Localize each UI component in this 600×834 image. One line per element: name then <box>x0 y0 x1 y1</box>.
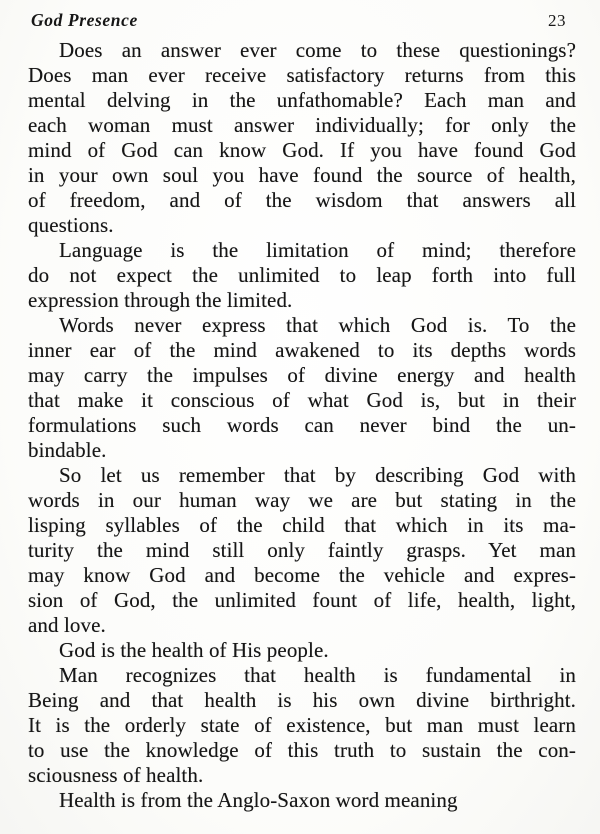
text-line: Does an answer ever come to these questionings? <box>59 38 576 62</box>
text-line: to use the knowledge of this truth to sustain the con- <box>28 738 576 762</box>
text-line: may know God and become the vehicle and expres- <box>28 563 576 587</box>
text-line: expression through the limited. <box>28 288 293 312</box>
running-head-title: God Presence <box>31 10 138 30</box>
text-line: bindable. <box>28 438 107 462</box>
text-line: mind of God can know God. If you have found God <box>28 138 576 162</box>
running-head <box>0 0 600 29</box>
page-body-text <box>0 38 600 813</box>
text-line: Does man ever receive satisfactory returns from this <box>28 63 576 87</box>
text-line: words in our human way we are but stating in the <box>28 488 576 512</box>
text-line: So let us remember that by describing God with <box>59 463 576 487</box>
text-line: Health is from the Anglo-Saxon word meaning <box>59 788 458 812</box>
text-line: Words never express that which God is. To the <box>59 313 576 337</box>
text-line: and love. <box>28 613 106 637</box>
text-line: questions. <box>28 213 114 237</box>
text-line: in your own soul you have found the source of health, <box>28 163 576 187</box>
text-line: mental delving in the unfathomable? Each man and <box>28 88 576 112</box>
text-line: Man recognizes that health is fundamental in <box>59 663 576 687</box>
text-line: sciousness of health. <box>28 763 204 787</box>
text-line: do not expect the unlimited to leap forth into full <box>28 263 576 287</box>
text-line: formulations such words can never bind the un- <box>28 413 576 437</box>
text-line: God is the health of His people. <box>59 638 329 662</box>
text-line: sion of God, the unlimited fount of life, health, light, <box>28 588 576 612</box>
page-number: 23 <box>548 11 566 30</box>
text-line: inner ear of the mind awakened to its depths words <box>28 338 576 362</box>
text-line: that make it conscious of what God is, but in their <box>28 388 576 412</box>
text-line: turity the mind still only faintly grasps. Yet man <box>28 538 576 562</box>
text-line: each woman must answer individually; for only the <box>28 113 576 137</box>
text-line: Being and that health is his own divine birthright. <box>28 688 576 712</box>
text-line: of freedom, and of the wisdom that answers all <box>28 188 576 212</box>
text-line: may carry the impulses of divine energy and health <box>28 363 576 387</box>
text-line: lisping syllables of the child that which in its ma- <box>28 513 576 537</box>
text-line: It is the orderly state of existence, but man must learn <box>28 713 576 737</box>
text-line: Language is the limitation of mind; therefore <box>59 238 576 262</box>
